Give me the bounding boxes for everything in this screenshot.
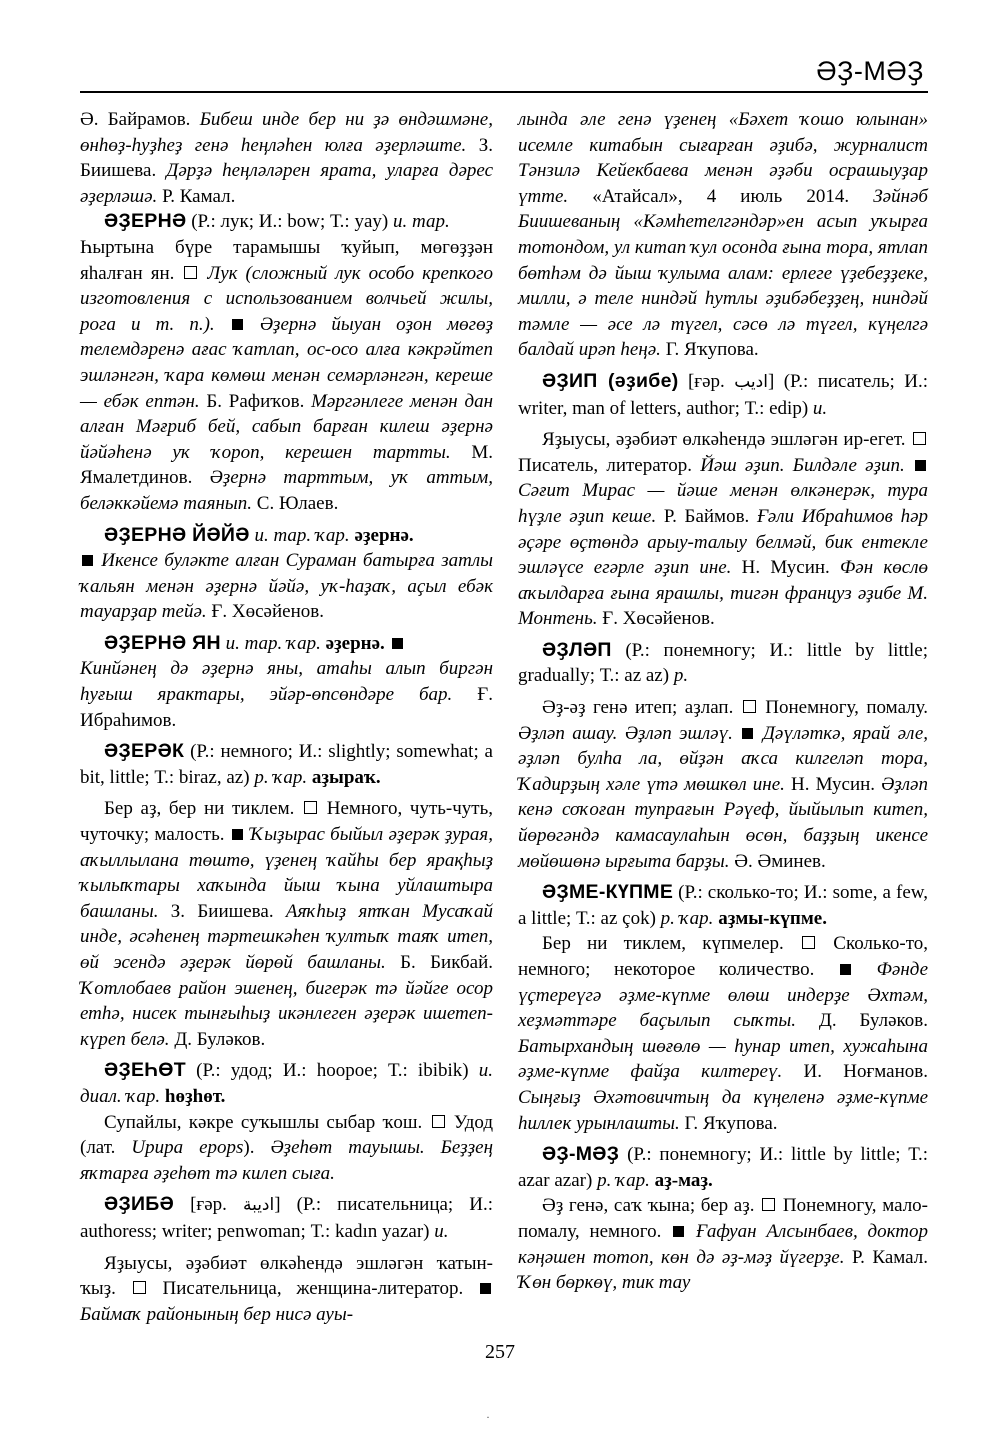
headword: ӘҘЛӘП — [542, 638, 612, 661]
filled-square-icon — [742, 728, 753, 739]
headword: ӘҘИБӘ — [104, 1193, 175, 1216]
headword: ӘҘЕҺӨТ — [104, 1059, 186, 1082]
filled-square-icon — [840, 964, 851, 975]
open-square-icon — [762, 1198, 775, 1211]
continued-entry: Ә. Байрамов. Бибеш инде бер ни ҙә өндәшмәне, өнһөҙ-һуҙһеҙ генә һеңләһен юлға әҙерләште. З. Биишева. Дәрҙә һеңләләрен ярата, уларға дәрес әҙерләшә. Р. Камал. — [80, 109, 493, 207]
continued-entry-azibe: лында әле генә үҙенең «Бәхет ҡошо юлынан» исемле китабын сығарған әҙибә, журналист Тәнзилә Кейекбаева менән әҙәби осрашыуҙар үтте. «Атайсал», 4 июль 2014. Зәйнәб Биишеваның «Кәмһетелгәндәр»ен асып уҡырға тотондом, ул китап ҡул осонда ғына тора, ятлап бөтһәм дә йыш ҡулыма алам: ерлеге үҙебеҙҙеке, милли, ә теле ниндәй һутлы әҙибәбеҙҙең, ниндәй тәмле — әсе лә түгел, сәсө лә түгел, күңелгә балдай ирәп һеңә. Г. Яҡупова. — [518, 109, 928, 361]
entry-azibe: ӘҘИБӘ [ғәр. اديبة] (Р.: писательница; И.: authoress; writer; penwoman; Т.: kadın yazar) и. — [80, 1193, 493, 1242]
entry-azlap: ӘҘЛӘП (Р.: понемногу; И.: little by little; gradually; Т.: az az) р. — [518, 638, 928, 687]
headword: ӘҘЕРНӘ — [104, 210, 187, 233]
page-number: 257 — [485, 1341, 515, 1363]
filled-square-icon — [82, 555, 93, 566]
headword: ӘҘ-МӘҘ — [542, 1143, 620, 1166]
entry-azerne-yaye: ӘҘЕРНӘ ЙӘЙӘ и. тар. ҡар. әҙернә. Икенсе буләкте алған Сураман батырға затлы ҡальян менән әҙернә йәйә, уҡ-һаҙаҡ, аҫыл ебәк тауарҙар тейә. Ғ. Хөсәйенов. — [80, 523, 493, 623]
headword: ӘҘИП (әҙибе) — [542, 369, 679, 392]
entry-azme-kupme: ӘҘМЕ-КҮПМЕ (Р.: сколько-то; И.: some, a few, a little; Т.: az çok) р. ҡар. аҙмы-күпме. — [518, 881, 928, 929]
left-column — [80, 107, 493, 1327]
entry-az-maz-body: Әҙ генә, саҡ ҡына; бер аҙ. Понемногу, мало-помалу, немного. Ғафуан Алсынбаев, доктор кәңәшен тотоп, көн дә әҙ-мәҙ йүгерҙе. Р. Камал. Ҡөн бөркөү, тик тау — [518, 1195, 929, 1294]
open-square-icon — [133, 1281, 146, 1294]
entry-azibe-body: Яҙыусы, әҙәбиәт өлкәһендә эшләгән ҡатын-ҡыҙ. Писательница, женщина-литератор. Баймаҡ районының бер нисә ауы- — [80, 1252, 493, 1325]
header-rule — [80, 91, 928, 93]
entry-azerak-body: Бер аҙ, бер ни тиклем. Немного, чуть-чуть, чуточку; малость. Ҡыҙырас быйыл әҙерәк ҙурая, аҡыллылана төштө, үҙенең ҡайһы бер ярақһыҙ ҡылыҡтары хаҡында йыш ҡына уйлаштыра башланы. З. Биишева. Аяҡһыҙ ятҡан Мусаҡай инде, әсәһенең тәртешкәһен ҡултыҡ таяҡ итеп, өй эсендә әҙерәк йөрөй башланы. Б. Бикбай. Ҡотлобаев район эшенең, бигерәк тә йәйге осор етһә, нисек тынғыһыҙ икәнлеген әҙерәк ишетеп-күреп белә. Д. Буләков. — [80, 798, 494, 1050]
entry-azlap-body: Әҙ-әҙ генә итеп; аҙлап. Понемногу, помалу. Әҙләп ашау. Әҙләп эшләү. Дәүләткә, ярай әле, әҙләп булһа ла, өйҙән аҡса килгеләп тора, Ҡадирҙың хәле үтә мөшкөл ине. Н. Мусин. Әҙләп кенә соҡоған тупрағын Рәүеф, йыйылып китеп, йөрөгәндә камасаулаһын өсөн, баҙҙың икенсе мөйөшөнә ырғыта барҙы. Ә. Әминев. — [518, 697, 929, 872]
open-square-icon — [913, 432, 926, 445]
headword: ӘҘЕРНӘ ЯН — [104, 631, 221, 654]
entry-azehot-body: Супайлы, кәкре суҡышлы сыбар ҡош. Удод (лат. Upupa epops). Әҙеһөт тауышы. Беҙҙең яҡтарға әҙеһөт тә килеп сыға. — [80, 1111, 493, 1184]
running-head: ӘҘ-МӘҘ — [816, 56, 924, 86]
entry-azehot: ӘҘЕҺӨТ (Р.: удод; И.: hoopoe; Т.: ibibik) и. диал. ҡар. һөҙһөт. — [80, 1059, 493, 1107]
entry-azerne-yan: ӘҘЕРНӘ ЯН и. тар. ҡар. әҙернә. Кинйәнең дә әҙернә яны, атаһы алып биргән һуғыш ярактары, эйәр-өпсөндәре бар. Ғ. Ибраһимов. — [80, 631, 493, 731]
filled-square-icon — [480, 1283, 491, 1294]
entry-azerak: ӘҘЕРӘК (Р.: немного; И.: slightly; somewhat; a bit, little; Т.: biraz, az) р. ҡар. аҙыраҡ. — [80, 740, 493, 788]
open-square-icon — [184, 266, 197, 279]
entry-azip-body: Яҙыусы, әҙәбиәт өлкәһендә эшләгән ир-егет. Писатель, литератор. Йәш әҙип. Билдәле әҙип. Сәғит Мирас — йәше менән өлкәнерәк, тура һүҙле әҙип кеше. Р. Баймов. Ғәли Ибраһимов һәр әҫәре өҫтөндә арыу-талыу белмәй, бик ентекле эшләүсе егәрле әҙип ине. Н. Мусин. Фән көслө аҡылдарға ғына ярашлы, тигән француз әҙибе М. Монтень. Ғ. Хөсәйенов. — [518, 429, 928, 630]
filled-square-icon — [673, 1226, 684, 1237]
entry-az-maz: ӘҘ-МӘҘ (Р.: понемногу; И.: little by little; Т.: azar azar) р. ҡар. аҙ-маҙ. — [518, 1143, 928, 1191]
filled-square-icon — [392, 638, 403, 649]
right-column — [518, 107, 928, 1296]
open-square-icon — [743, 700, 756, 713]
entry-azip: ӘҘИП (әҙибе) [ғәр. اديب] (Р.: писатель; И.: writer, man of letters, author; Т.: edip) и. — [518, 369, 929, 419]
headword: ӘҘМЕ-КҮПМЕ — [542, 881, 674, 904]
footer-dot: · — [486, 1410, 490, 1424]
open-square-icon — [432, 1115, 445, 1128]
filled-square-icon — [232, 829, 243, 840]
filled-square-icon — [915, 460, 926, 471]
open-square-icon — [304, 801, 317, 814]
filled-square-icon — [232, 319, 243, 330]
entry-azme-kupme-body: Бер ни тиклем, күпмелер. Сколько-то, немного; некоторое количество. Фәнде үҫтереүгә әҙме-күпме өлөш индерҙе Әхтәм, хеҙмәттәре баҫылып сыҡты. Д. Буләков. Батырхандың шөғөлө — һунар итеп, хужаһына әҙме-күпме файҙа килтереү. И. Ноғманов. Сыңғыҙ Әхәтовичтың да күңеленә әҙме-күпме һиллек урынлашты. Г. Яҡупова. — [518, 933, 929, 1134]
entry-azerne: ӘҘЕРНӘ (Р.: лук; И.: bow; Т.: yay) и. тар. Һыртына бүре тарамышы ҡуйып, мөгөҙҙән яһалған ян. Лук (сложный лук особо крепкого изготовления с использованием волчьей жилы, рога и т. п.). Әҙернә йыуан оҙон мөгөҙ телемдәренә ағас ҡатлап, ос-осо алға кәкрәйтеп эшләнгән, ҡара көмөш менән семәрләнгән, кереше — ебәк ептән. Б. Рафиҡов. Мәргәнлеге менән дан алған Мәғриб бей, сабып барған килеш әҙернә йәйәһенә уҡ ҡороп, керешен тартты. М. Ямалетдинов. Әҙернә тарттым, уҡ аттым, беләккәйемә таянып. С. Юлаев. — [80, 210, 494, 514]
open-square-icon — [802, 936, 815, 949]
headword: ӘҘЕРӘК — [104, 740, 185, 763]
headword: ӘҘЕРНӘ ЙӘЙӘ — [104, 523, 250, 546]
